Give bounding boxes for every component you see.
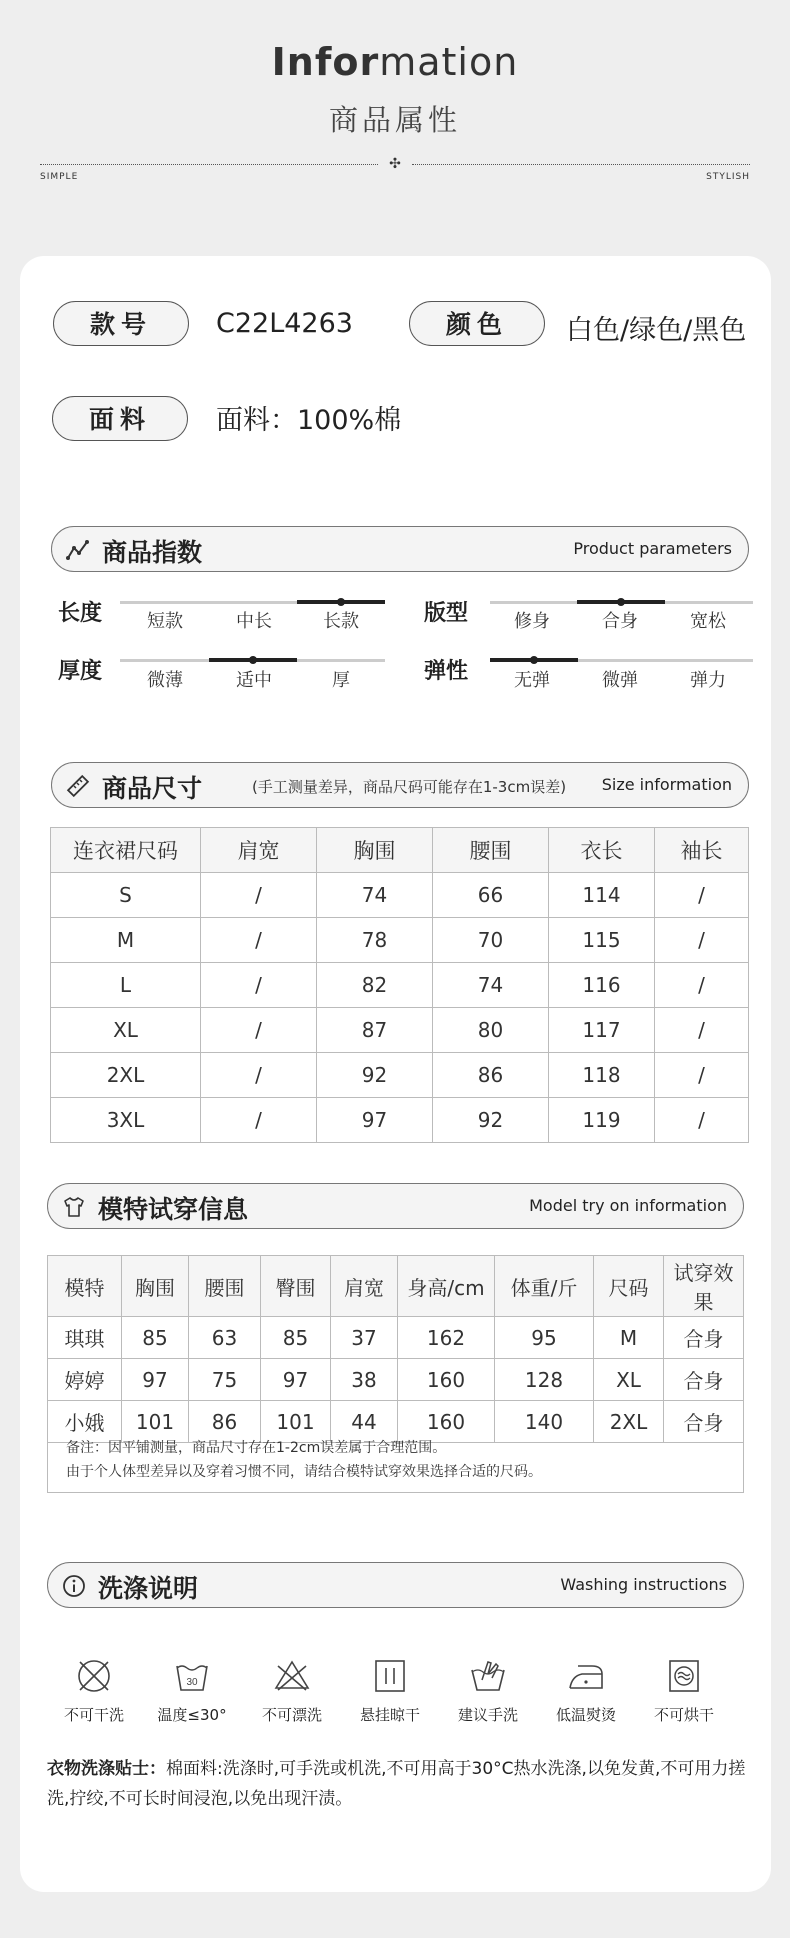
table-cell: 琪琪 (48, 1317, 122, 1359)
table-cell: / (655, 918, 749, 963)
model-info-header (47, 1183, 744, 1229)
table-row (48, 1359, 744, 1401)
wash-label: 不可漂洗 (261, 1706, 322, 1724)
table-cell: / (201, 963, 317, 1008)
table-header-row (48, 1256, 744, 1317)
fit-option: 修身 (514, 611, 550, 632)
table-cell: 75 (189, 1359, 261, 1401)
table-cell: 2XL (51, 1053, 201, 1098)
wash-30-icon (172, 1656, 212, 1696)
table-cell: 97 (122, 1359, 189, 1401)
table-cell: 2XL (594, 1401, 664, 1443)
table-header: 试穿效果 (664, 1256, 744, 1317)
table-row (51, 1008, 749, 1053)
table-header: 腰围 (189, 1256, 261, 1317)
low-iron-icon (566, 1656, 606, 1696)
section-en-title: Product parameters (573, 539, 732, 558)
info-card (20, 256, 771, 1892)
elasticity-option: 弹力 (690, 670, 726, 691)
table-header: 肩宽 (201, 828, 317, 873)
length-option: 短款 (147, 611, 183, 632)
wash-item (639, 1656, 729, 1725)
elasticity-label: 弹性 (424, 659, 469, 684)
table-header: 身高/cm (398, 1256, 495, 1317)
thickness-option: 适中 (236, 670, 272, 691)
table-cell: 80 (433, 1008, 549, 1053)
table-cell: / (201, 1098, 317, 1143)
header-divider-left (40, 164, 378, 165)
wash-item (345, 1656, 435, 1725)
care-tips (47, 1754, 759, 1814)
color-value: 白色/绿色/黑色 (566, 315, 747, 346)
simple-tag: SIMPLE (40, 172, 79, 182)
table-cell: S (51, 873, 201, 918)
table-cell: M (594, 1317, 664, 1359)
fit-option: 宽松 (690, 611, 726, 632)
table-cell: 82 (317, 963, 433, 1008)
section-title: 商品指数 (102, 538, 203, 567)
size-table (50, 827, 749, 1143)
table-cell: 119 (549, 1098, 655, 1143)
length-option: 中长 (236, 611, 272, 632)
table-cell: XL (51, 1008, 201, 1053)
table-cell: 92 (433, 1098, 549, 1143)
hang-dry-icon (370, 1656, 410, 1696)
table-cell: / (201, 918, 317, 963)
table-cell: 160 (398, 1359, 495, 1401)
elasticity-dot (530, 656, 538, 664)
table-row (51, 1098, 749, 1143)
table-cell: 3XL (51, 1098, 201, 1143)
style-number-label: 款号 (53, 301, 189, 346)
wash-temp-value: 30 (186, 1677, 198, 1688)
fit-dot (617, 598, 625, 606)
table-cell: 97 (261, 1359, 331, 1401)
table-header: 连衣裙尺码 (51, 828, 201, 873)
table-cell: 95 (495, 1317, 594, 1359)
table-cell: 140 (495, 1401, 594, 1443)
hand-wash-icon (468, 1656, 508, 1696)
wash-item (541, 1656, 631, 1725)
no-bleach-icon (272, 1656, 312, 1696)
table-cell: 70 (433, 918, 549, 963)
product-index-header (51, 526, 749, 572)
care-text: 棉面料:洗涤时,可手洗或机洗,不可用高于30°C热水洗涤,以免发黄,不可用力搓洗,拧绞,不可长时间浸泡,以免出现汗渍。 (47, 1759, 746, 1809)
section-en-title: Model try on information (529, 1196, 727, 1215)
table-row (48, 1317, 744, 1359)
fit-option: 合身 (602, 611, 638, 632)
table-cell: / (655, 873, 749, 918)
header-divider-right (412, 164, 750, 165)
table-cell: 合身 (664, 1401, 744, 1443)
section-title: 洗涤说明 (98, 1574, 199, 1603)
table-header: 胸围 (122, 1256, 189, 1317)
table-header: 体重/斤 (495, 1256, 594, 1317)
length-dot (337, 598, 345, 606)
table-cell: 160 (398, 1401, 495, 1443)
table-cell: XL (594, 1359, 664, 1401)
section-en-title: Size information (601, 775, 732, 794)
style-number-value: C22L4263 (216, 308, 353, 339)
thickness-dot (249, 656, 257, 664)
wash-label: 低温熨烫 (555, 1706, 616, 1724)
tshirt-icon (62, 1195, 86, 1219)
wash-item (247, 1656, 337, 1725)
table-cell: / (655, 1008, 749, 1053)
table-cell: L (51, 963, 201, 1008)
table-cell: 小娥 (48, 1401, 122, 1443)
section-title: 模特试穿信息 (98, 1195, 249, 1224)
wash-item (49, 1656, 139, 1725)
size-note: (手工测量差异，商品尺码可能存在1-3cm误差) (252, 778, 567, 796)
info-icon (62, 1574, 86, 1598)
table-cell: 86 (189, 1401, 261, 1443)
table-cell: 63 (189, 1317, 261, 1359)
table-cell: 87 (317, 1008, 433, 1053)
remark-line: 由于个人体型差异以及穿着习惯不同，请结合模特试穿效果选择合适的尺码。 (66, 1464, 542, 1480)
table-cell: 85 (261, 1317, 331, 1359)
table-header: 模特 (48, 1256, 122, 1317)
model-table (47, 1255, 744, 1443)
wash-label: 温度≤30° (157, 1706, 227, 1724)
table-cell: 合身 (664, 1359, 744, 1401)
thickness-label: 厚度 (58, 659, 103, 684)
table-header: 腰围 (433, 828, 549, 873)
table-cell: 合身 (664, 1317, 744, 1359)
table-cell: 101 (122, 1401, 189, 1443)
section-en-title: Washing instructions (560, 1575, 727, 1594)
table-cell: 162 (398, 1317, 495, 1359)
section-title: 商品尺寸 (102, 774, 203, 803)
table-header: 衣长 (549, 828, 655, 873)
table-row (51, 873, 749, 918)
no-dry-clean-icon (74, 1656, 114, 1696)
wash-label: 不可烘干 (653, 1706, 714, 1724)
table-header: 袖长 (655, 828, 749, 873)
table-row (51, 1053, 749, 1098)
stylish-tag: STYLISH (706, 172, 750, 182)
table-cell: 117 (549, 1008, 655, 1053)
table-cell: 74 (433, 963, 549, 1008)
thickness-option: 厚 (332, 670, 350, 691)
remark-line: 备注：因平铺测量，商品尺寸存在1-2cm误差属于合理范围。 (66, 1440, 447, 1456)
washing-header (47, 1562, 744, 1608)
table-cell: / (201, 1008, 317, 1053)
length-label: 长度 (58, 601, 103, 626)
table-header: 尺码 (594, 1256, 664, 1317)
table-cell: 66 (433, 873, 549, 918)
table-cell: M (51, 918, 201, 963)
length-option: 长款 (323, 611, 359, 632)
table-cell: / (655, 1053, 749, 1098)
table-cell: 114 (549, 873, 655, 918)
table-cell: 86 (433, 1053, 549, 1098)
table-cell: / (655, 963, 749, 1008)
table-row (51, 963, 749, 1008)
ruler-icon (66, 774, 90, 798)
fit-label: 版型 (424, 601, 469, 626)
elasticity-option: 微弹 (602, 670, 638, 691)
table-row (51, 918, 749, 963)
wash-label: 悬挂晾干 (359, 1706, 420, 1724)
table-cell: 44 (331, 1401, 398, 1443)
table-cell: 92 (317, 1053, 433, 1098)
table-cell: 37 (331, 1317, 398, 1359)
table-cell: / (201, 873, 317, 918)
page-subtitle: 商品属性 (328, 103, 461, 137)
fabric-value: 面料：100%棉 (216, 405, 402, 436)
wash-item (147, 1656, 237, 1725)
wash-label: 建议手洗 (457, 1706, 518, 1724)
thickness-option: 微薄 (147, 670, 183, 691)
color-label: 颜色 (409, 301, 545, 346)
table-cell: 116 (549, 963, 655, 1008)
table-cell: 74 (317, 873, 433, 918)
no-tumble-dry-icon (664, 1656, 704, 1696)
elasticity-option: 无弹 (514, 670, 550, 691)
table-cell: 97 (317, 1098, 433, 1143)
table-cell: 婷婷 (48, 1359, 122, 1401)
remark-box (47, 1427, 744, 1493)
table-cell: 38 (331, 1359, 398, 1401)
size-info-header (51, 762, 749, 808)
table-cell: 118 (549, 1053, 655, 1098)
table-cell: 85 (122, 1317, 189, 1359)
table-header: 臀围 (261, 1256, 331, 1317)
table-cell: 128 (495, 1359, 594, 1401)
table-cell: 115 (549, 918, 655, 963)
line-chart-icon (66, 538, 90, 562)
table-header: 胸围 (317, 828, 433, 873)
table-header-row (51, 828, 749, 873)
table-header: 肩宽 (331, 1256, 398, 1317)
table-cell: / (201, 1053, 317, 1098)
table-cell: 78 (317, 918, 433, 963)
page-title: Information (271, 40, 519, 84)
wash-label: 不可干洗 (63, 1706, 124, 1724)
care-title: 衣物洗涤贴士： (47, 1759, 166, 1779)
table-cell: / (655, 1098, 749, 1143)
cross-ornament-icon: ✣ (389, 156, 401, 172)
table-cell: 101 (261, 1401, 331, 1443)
fabric-label: 面料 (52, 396, 188, 441)
wash-item (443, 1656, 533, 1725)
